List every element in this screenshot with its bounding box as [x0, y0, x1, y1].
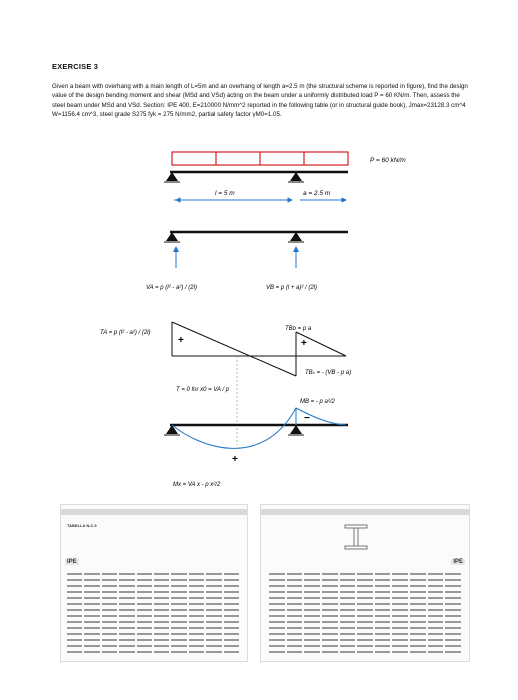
load-label: P = 60 kN/m — [370, 157, 406, 164]
reaction-a-label: VA = p (l² - a²) / (2l) — [146, 285, 197, 291]
moment-minus-sign: − — [304, 413, 310, 424]
table-header-band — [261, 509, 469, 515]
table-header-band — [61, 509, 247, 515]
moment-b-label: MB = - p a²/2 — [300, 399, 335, 405]
table-ipe-label: IPE — [67, 559, 77, 565]
exercise-title: EXERCISE 3 — [52, 62, 99, 71]
zero-shear-label: T = 0 for x0 = VA / p — [176, 387, 230, 393]
table-grid — [269, 571, 461, 655]
table-ipe-label: IPE — [453, 559, 463, 565]
span-label: l = 5 m — [215, 190, 235, 197]
i-section-icon — [343, 523, 369, 551]
shear-a-label: TA = p (l² - a²) / (2l) — [100, 330, 151, 336]
reaction-b-label: VB = p (l + a)² / (2l) — [266, 285, 318, 291]
shear-diagram — [172, 322, 346, 445]
beam-scheme — [164, 172, 348, 182]
reaction-scheme — [164, 232, 348, 268]
table-title: TABELLA N.C.9 — [67, 523, 97, 528]
shear-plus-sign-overhang: + — [301, 338, 307, 349]
shear-plus-sign: + — [178, 335, 184, 346]
moment-plus-sign: + — [232, 454, 238, 465]
table-grid — [67, 571, 239, 655]
moment-diagram — [164, 408, 348, 448]
shear-b-right-label: TBᴅ = p a — [285, 326, 312, 332]
ipe-table-right — [260, 504, 470, 662]
distributed-load — [172, 152, 348, 165]
moment-span-label: Mx = VA x - p x²/2 — [173, 482, 221, 488]
overhang-label: a = 2.5 m — [303, 190, 331, 197]
exercise-statement: Given a beam with overhang with a main length of L=5m and an overhang of length a=2.5 m (the structural scheme is reported in figure), find the design value of the design bending moment and shear (MSd and VSd) acting on the beam under a uniformly distributed load P = 60 KN/m. Then, assess the steel beam under MSd and VSd. Section: IPE 400, E=210000 N/mm^2 reported in the following table (or in structural guide book), Jmax=23128.3 cm^4 W=1156.4 cm^3, steel grade S275 fyk = 275 N/mm2, partial safety factor γM0=1.05. — [52, 83, 468, 118]
shear-b-left-label: TBₛ = - (VB - p a) — [305, 370, 352, 376]
ipe-table-left — [60, 504, 248, 662]
